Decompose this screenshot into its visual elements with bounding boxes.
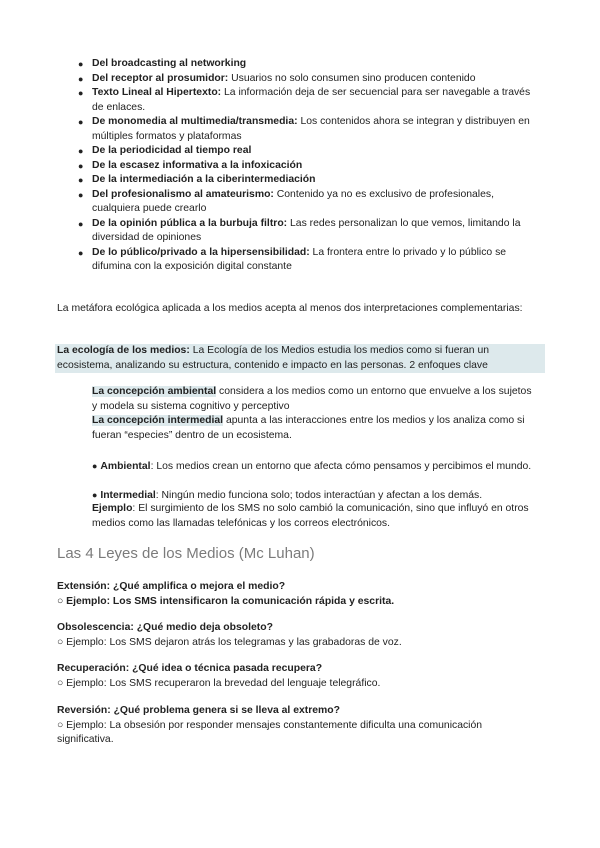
approach-ambiental: [92, 459, 532, 475]
law-example: ○ Ejemplo: Los SMS intensificaron la comunicación rápida y escrita.: [57, 595, 395, 607]
conception-text: considera a los medios como un entorno que envuelve a los sujetos y modela su sistema cognitivo y perceptivo: [92, 386, 532, 412]
approach-title: Ambiental: [100, 461, 151, 472]
example-text: : El surgimiento de los SMS no solo cambió la comunicación, sino que influyó en otros medios como las llamadas telefónicas y los correos electrónicos.: [92, 503, 529, 529]
bullet-icon: ●: [78, 247, 84, 258]
bullet-icon: ●: [78, 117, 84, 127]
list-item-title: De lo público/privado a la hipersensibilidad:: [92, 246, 310, 258]
approach-title: Intermedial: [100, 490, 156, 501]
bullet-icon: ●: [78, 160, 84, 171]
list-item: [78, 115, 538, 144]
list-item-title: De la escasez informativa a la infoxicación: [92, 159, 303, 171]
list-item: [78, 57, 538, 72]
list-item-text: La frontera entre lo privado y lo público se difumina con la exposición digital constante: [92, 246, 507, 272]
ecology-title: La ecología de los medios:: [57, 345, 190, 356]
list-item-text: Usuarios no solo consumen sino producen contenido: [228, 72, 476, 84]
list-item: [78, 144, 538, 159]
law-example: ○ Ejemplo: Los SMS dejaron atrás los telegramas y las grabadoras de voz.: [57, 636, 402, 648]
law-example: ○ Ejemplo: La obsesión por responder mensajes constantemente dificulta una comunicación significativa.: [57, 719, 483, 745]
law-question: Recuperación: ¿Qué idea o técnica pasada recupera?: [57, 663, 323, 674]
bullet-icon: ●: [78, 59, 84, 69]
list-item: [78, 86, 538, 115]
list-item: [78, 217, 538, 246]
list-item-text: Contenido ya no es exclusivo de profesionales, cualquiera puede crearlo: [92, 188, 494, 214]
bullet-icon: ●: [92, 461, 98, 471]
list-item-title: Del broadcasting al networking: [92, 58, 247, 69]
conception-ambiental: [92, 385, 532, 414]
example-paragraph: [92, 502, 532, 531]
law-reversal: [57, 704, 537, 748]
law-obsolescence: [57, 621, 537, 650]
intro-paragraph: La metáfora ecológica aplicada a los medios acepta al menos dos interpretaciones complementarias:: [57, 303, 523, 314]
bullet-icon: ●: [78, 175, 84, 185]
list-item-title: Del profesionalismo al amateurismo:: [92, 188, 274, 200]
approach-text: : Los medios crean un entorno que afecta cómo pensamos y percibimos el mundo.: [150, 461, 532, 472]
ecology-paragraph: [55, 344, 545, 373]
law-question: Obsolescencia: ¿Qué medio deja obsoleto?: [57, 622, 273, 633]
list-item: [78, 246, 538, 275]
list-item-text: Los contenidos ahora se integran y distribuyen en múltiples formatos y plataformas: [92, 116, 530, 142]
list-item-title: Del receptor al prosumidor:: [92, 72, 229, 84]
bullet-icon: ●: [78, 218, 84, 229]
conception-title: La concepción intermedial: [92, 415, 224, 426]
example-title: Ejemplo: [92, 503, 133, 514]
bullet-icon: ●: [78, 189, 84, 200]
list-item-text: Las redes personalizan lo que vemos, limitando la diversidad de opiniones: [92, 217, 521, 243]
bullet-icon: ●: [78, 73, 84, 84]
list-item-title: De la periodicidad al tiempo real: [92, 145, 252, 156]
list-item: [78, 72, 538, 87]
list-item-title: De monomedia al multimedia/transmedia:: [92, 116, 298, 127]
list-item-text: La información deja de ser secuencial para ser navegable a través de enlaces.: [92, 87, 531, 113]
bullet-icon: ●: [78, 88, 84, 98]
bullet-icon: ●: [78, 146, 84, 156]
law-example: ○ Ejemplo: Los SMS recuperaron la brevedad del lenguaje telegráfico.: [57, 677, 381, 689]
conception-intermedial: [92, 414, 532, 443]
approach-text: : Ningún medio funciona solo; todos interactúan y afectan a los demás.: [155, 490, 483, 501]
list-item: [78, 188, 538, 217]
bullet-icon: ●: [92, 490, 98, 500]
law-question: Reversión: ¿Qué problema genera si se lleva al extremo?: [57, 705, 340, 716]
list-item-title: Texto Lineal al Hipertexto:: [92, 87, 222, 98]
law-extension: [57, 580, 537, 609]
list-item: [78, 173, 538, 188]
transition-list: [78, 57, 538, 275]
law-retrieval: [57, 662, 537, 691]
ecology-text: La Ecología de los Medios estudia los medios como si fueran un ecosistema, analizando su estructura, contenido e impacto en las personas. 2 enfoques clave: [57, 345, 489, 371]
conception-text: apunta a las interacciones entre los medios y los analiza como si fueran “especies” dentro de un ecosistema.: [92, 415, 525, 441]
conception-title: La concepción ambiental: [92, 386, 217, 397]
section-title: Las 4 Leyes de los Medios (Mc Luhan): [57, 545, 315, 562]
list-item: [78, 159, 538, 174]
law-question: Extensión: ¿Qué amplifica o mejora el medio?: [57, 581, 286, 592]
list-item-title: De la intermediación a la ciberintermediación: [92, 174, 316, 185]
list-item-title: De la opinión pública a la burbuja filtro:: [92, 217, 288, 229]
